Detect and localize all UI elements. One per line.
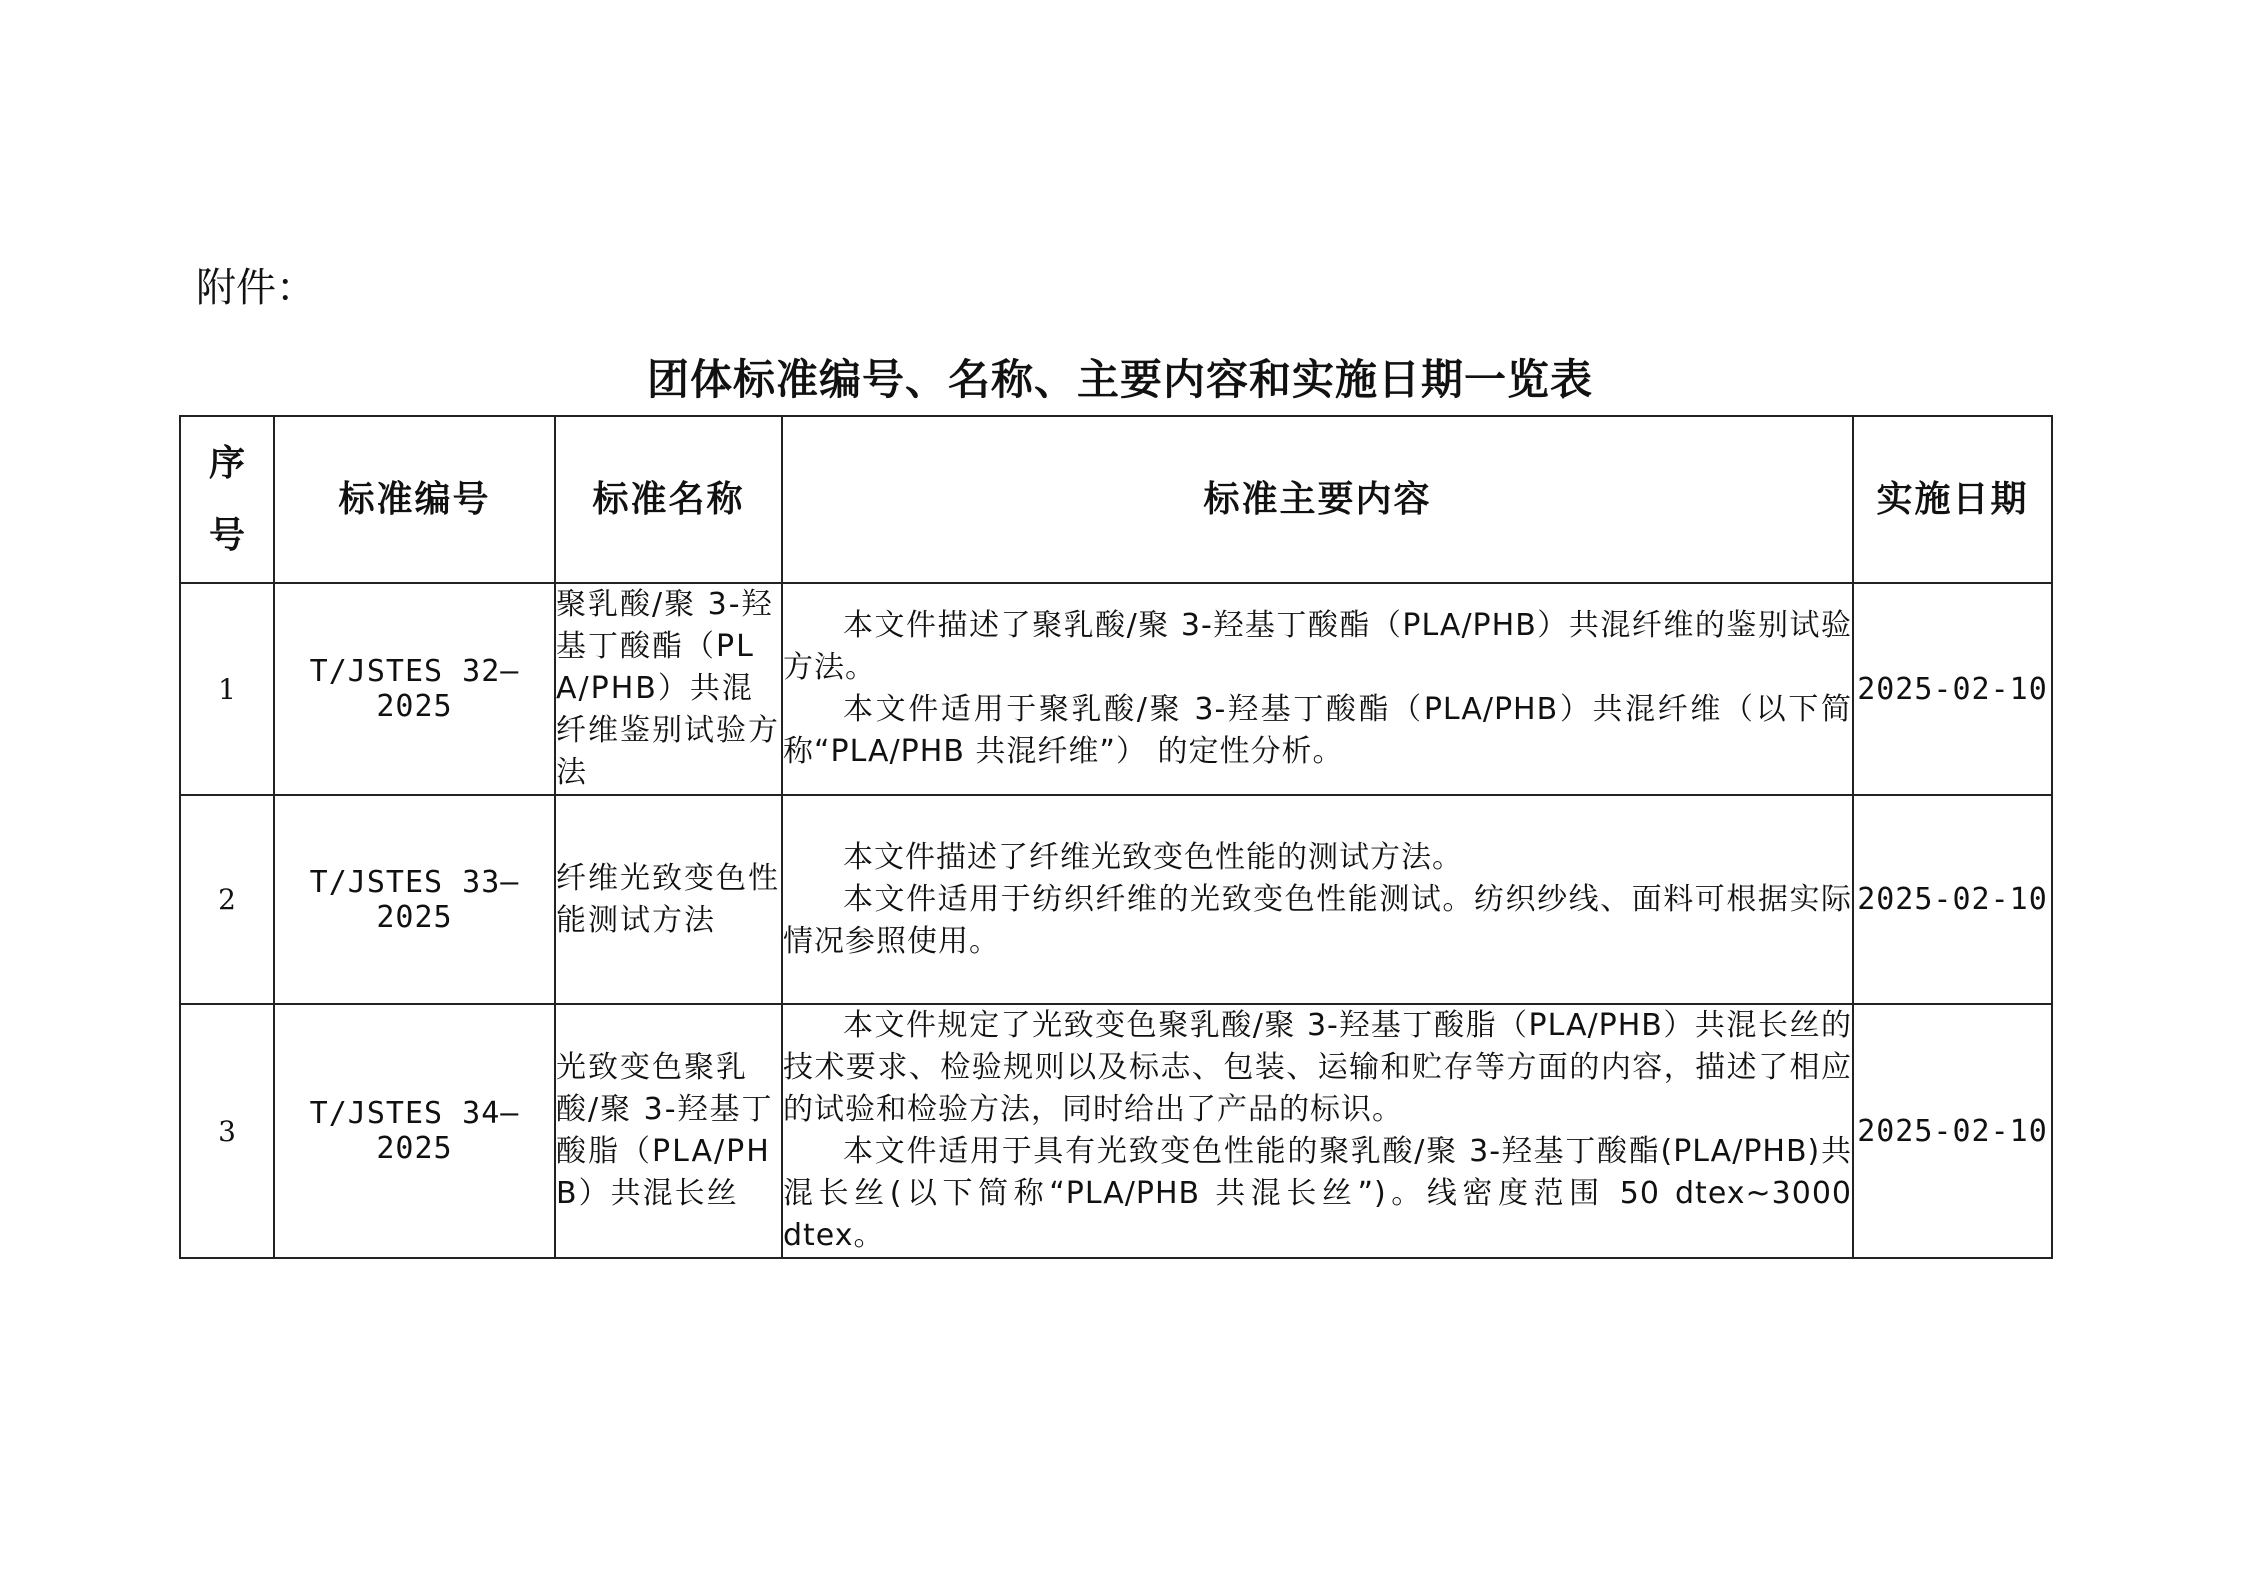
table-row — [180, 795, 2052, 1004]
header-standard-code: 标准编号 — [274, 416, 555, 583]
content-paragraph: 本文件适用于具有光致变色性能的聚乳酸/聚 3-羟基丁酸酯(PLA/PHB)共混长丝(以下简称“PLA/PHB 共混长丝”)。线密度范围 50 dtex~3000 dtex。 — [783, 1134, 1852, 1253]
row-main-content — [782, 795, 1853, 1004]
row-main-content — [782, 583, 1853, 795]
attachment-label: 附件： — [196, 265, 316, 311]
row-standard-name: 聚乳酸/聚 3-羟基丁酸酯（PLA/PHB）共混纤维鉴别试验方法 — [555, 583, 782, 795]
content-paragraph: 本文件描述了聚乳酸/聚 3-羟基丁酸酯（PLA/PHB）共混纤维的鉴别试验方法。 — [783, 608, 1852, 685]
document-title: 团体标准编号、名称、主要内容和实施日期一览表 — [646, 355, 1593, 404]
header-serial-number: 序号 — [180, 416, 274, 583]
row-serial-number: 1 — [180, 583, 274, 795]
row-serial-number: 3 — [180, 1004, 274, 1258]
content-paragraph: 本文件适用于纺织纤维的光致变色性能测试。纺织纱线、面料可根据实际情况参照使用。 — [783, 881, 1852, 959]
table-header-row — [180, 416, 2052, 583]
header-standard-name: 标准名称 — [555, 416, 782, 583]
table-row — [180, 1004, 2052, 1258]
row-implementation-date: 2025-02-10 — [1853, 795, 2052, 1004]
row-standard-code: T/JSTES 33—2025 — [274, 795, 555, 1004]
row-implementation-date: 2025-02-10 — [1853, 583, 2052, 795]
content-paragraph: 本文件描述了纤维光致变色性能的测试方法。 — [843, 839, 1463, 875]
row-standard-code: T/JSTES 34—2025 — [274, 1004, 555, 1258]
row-standard-code: T/JSTES 32—2025 — [274, 583, 555, 795]
row-implementation-date: 2025-02-10 — [1853, 1004, 2052, 1258]
header-main-content: 标准主要内容 — [782, 416, 1853, 583]
content-paragraph: 本文件适用于聚乳酸/聚 3-羟基丁酸酯（PLA/PHB）共混纤维（以下简称“PLA/PHB 共混纤维”） 的定性分析。 — [783, 692, 1852, 769]
row-main-content — [782, 1004, 1853, 1258]
row-standard-name: 光致变色聚乳酸/聚 3-羟基丁酸脂（PLA/PHB）共混长丝 — [555, 1004, 782, 1258]
table-row — [180, 583, 2052, 795]
row-serial-number: 2 — [180, 795, 274, 1004]
content-paragraph: 本文件规定了光致变色聚乳酸/聚 3-羟基丁酸脂（PLA/PHB）共混长丝的技术要求、检验规则以及标志、包装、运输和贮存等方面的内容，描述了相应的试验和检验方法，同时给出了产品的标识。 — [783, 1008, 1852, 1127]
row-standard-name: 纤维光致变色性能测试方法 — [555, 795, 782, 1004]
standards-table — [179, 415, 2053, 1259]
header-implementation-date: 实施日期 — [1853, 416, 2052, 583]
